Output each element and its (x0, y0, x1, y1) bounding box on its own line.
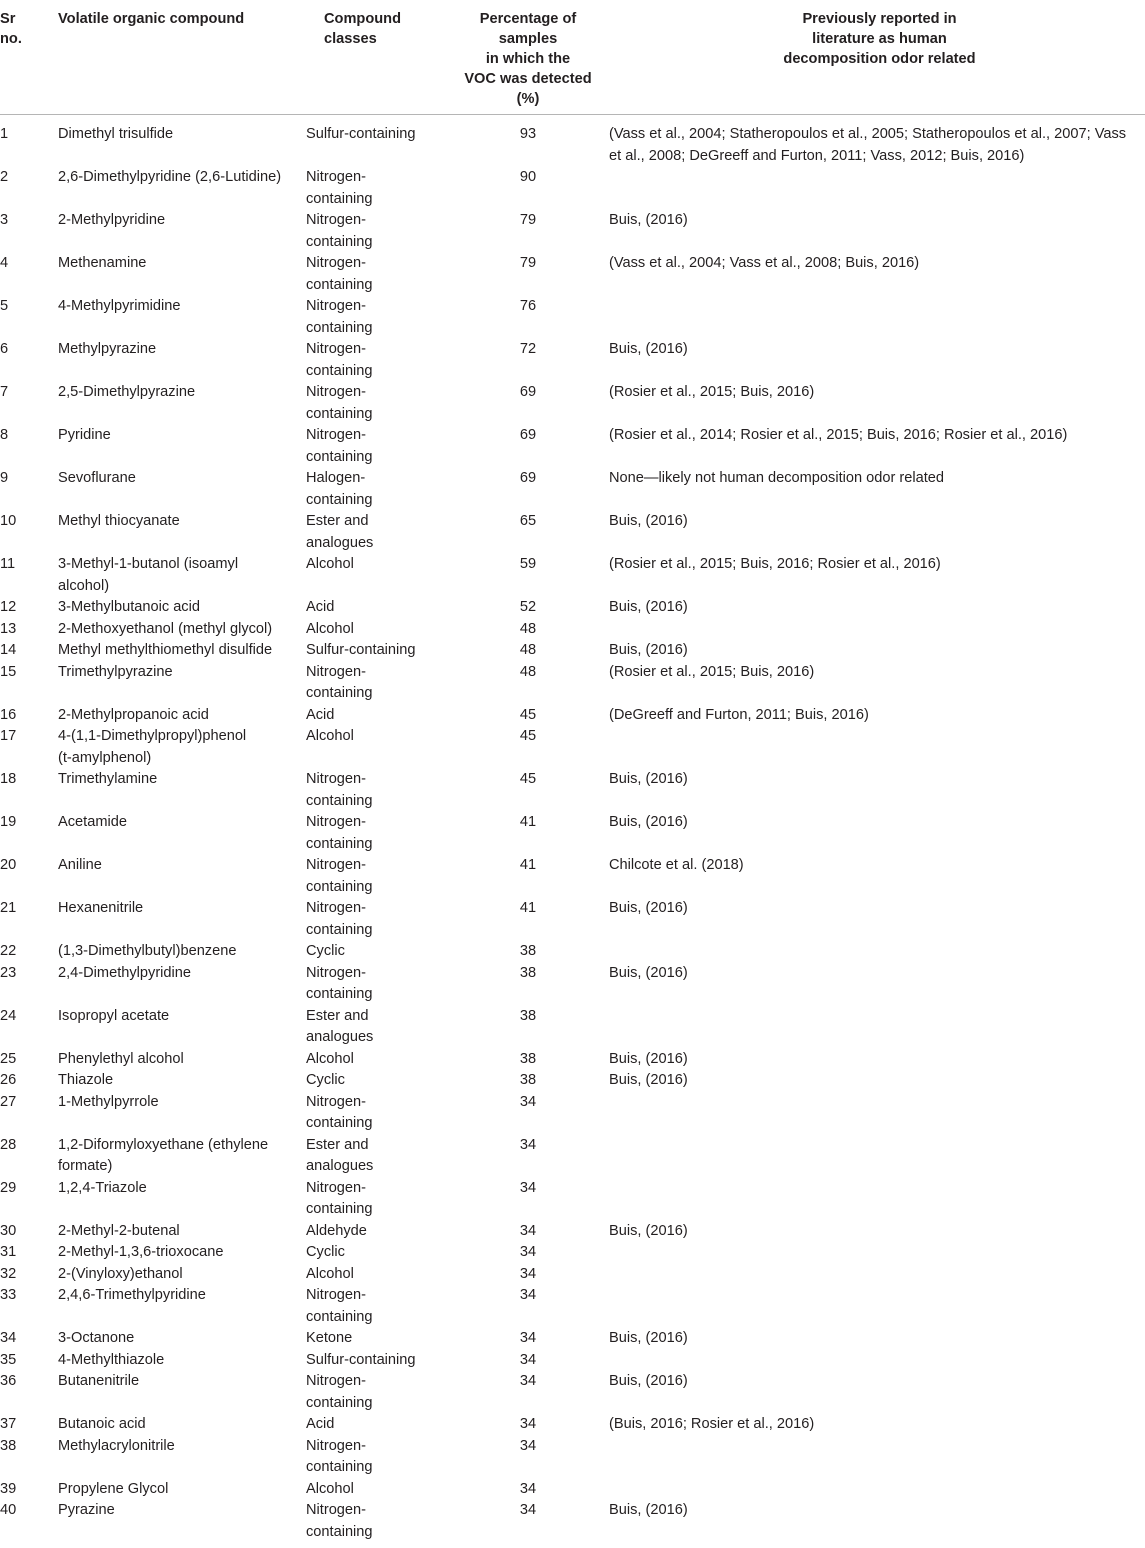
table-row (0, 941, 1145, 963)
cell-sr-no: 14 (0, 642, 17, 658)
cell-compound-class: Nitrogen- containing (306, 1373, 373, 1411)
cell-sr-no: 11 (0, 556, 16, 572)
cell-literature: Buis, (2016) (609, 814, 688, 830)
cell-voc: Isopropyl acetate (58, 1007, 170, 1024)
header-compound-classes: Compound classes (304, 0, 448, 115)
cell-percentage: 34 (519, 1222, 537, 1239)
cell-literature: Buis, (2016) (609, 1050, 688, 1067)
cell-compound-class: Nitrogen- containing (306, 169, 373, 207)
cell-literature (608, 619, 1145, 641)
cell-compound-class: Acid (306, 599, 335, 615)
cell-percentage: 59 (519, 556, 537, 572)
cell-percentage: 41 (519, 857, 537, 873)
cell-literature: (Rosier et al., 2015; Buis, 2016; Rosier et al., 2016) (609, 556, 941, 572)
cell-sr-no: 8 (0, 427, 9, 443)
cell-sr-no: 4 (0, 255, 9, 271)
cell-literature: Chilcote et al. (2018) (609, 857, 744, 873)
cell-percentage: 34 (519, 1351, 537, 1368)
cell-compound-class: Nitrogen- containing (306, 341, 373, 379)
cell-sr-no: 17 (0, 728, 17, 744)
cell-voc: 2-Methyl-2-butenal (58, 1222, 180, 1239)
table-row (0, 253, 1145, 296)
cell-sr-no: 39 (0, 1480, 17, 1497)
cell-sr-no: 33 (0, 1287, 17, 1303)
cell-compound-class: Sulfur-containing (306, 1351, 416, 1368)
cell-sr-no: 9 (0, 470, 9, 486)
cell-literature: Buis, (2016) (609, 212, 688, 228)
cell-voc: 4-(1,1-Dimethylpropyl)phenol (t-amylphenol) (58, 728, 247, 766)
cell-compound-class: Alcohol (306, 620, 354, 637)
cell-voc: Pyridine (58, 427, 111, 443)
cell-percentage: 34 (519, 1244, 537, 1260)
cell-percentage: 45 (519, 771, 537, 787)
cell-compound-class: Nitrogen- containing (306, 1502, 373, 1540)
cell-percentage: 41 (519, 814, 537, 830)
cell-voc: 1,2,4-Triazole (58, 1179, 147, 1196)
cell-sr-no: 22 (0, 943, 17, 959)
header-percentage: Percentage of samples in which the VOC was detected (%) (448, 0, 608, 115)
cell-percentage: 45 (519, 706, 537, 723)
cell-literature: Buis, (2016) (609, 1222, 688, 1239)
cell-voc: Methenamine (58, 255, 147, 271)
header-literature: Previously reported in literature as human decomposition odor related (608, 0, 1145, 115)
cell-percentage: 45 (519, 728, 537, 744)
cell-voc: 4-Methylpyrimidine (58, 298, 181, 314)
table-row (0, 662, 1145, 705)
cell-voc: 3-Methyl-1-butanol (isoamyl alcohol) (58, 556, 239, 594)
cell-compound-class: Ester and analogues (306, 1007, 374, 1045)
cell-voc: Propylene Glycol (58, 1480, 169, 1497)
cell-compound-class: Nitrogen- containing (306, 771, 373, 809)
cell-voc: 4-Methylthiazole (58, 1351, 165, 1368)
cell-sr-no: 16 (0, 706, 17, 723)
cell-voc: Trimethylpyrazine (58, 663, 173, 680)
cell-percentage: 34 (519, 1265, 537, 1282)
cell-literature (608, 1242, 1145, 1264)
cell-percentage: 38 (519, 964, 537, 981)
table-row (0, 511, 1145, 554)
cell-literature (608, 296, 1145, 339)
table-row (0, 468, 1145, 511)
cell-sr-no: 32 (0, 1265, 17, 1282)
cell-percentage: 34 (519, 1330, 537, 1346)
table-row (0, 1242, 1145, 1264)
table-row (0, 769, 1145, 812)
cell-compound-class: Cyclic (306, 1072, 345, 1088)
cell-literature: (Rosier et al., 2015; Buis, 2016) (609, 384, 815, 400)
table-row (0, 296, 1145, 339)
table-row (0, 1479, 1145, 1501)
cell-voc: Butanoic acid (58, 1416, 146, 1432)
cell-voc: Acetamide (58, 814, 127, 830)
cell-sr-no: 27 (0, 1093, 17, 1110)
cell-literature: (Rosier et al., 2014; Rosier et al., 2015; Buis, 2016; Rosier et al., 2016) (609, 427, 1068, 443)
cell-voc: Methylpyrazine (58, 341, 157, 357)
cell-compound-class: Alcohol (306, 728, 354, 744)
cell-percentage: 34 (519, 1136, 537, 1153)
table-row (0, 619, 1145, 641)
cell-sr-no: 12 (0, 599, 17, 615)
cell-percentage: 41 (519, 900, 537, 916)
cell-voc: Methyl methylthiomethyl disulfide (58, 642, 273, 658)
cell-compound-class: Alcohol (306, 556, 354, 572)
cell-literature: Buis, (2016) (609, 1330, 688, 1346)
table-row (0, 425, 1145, 468)
cell-compound-class: Nitrogen- containing (306, 1437, 373, 1475)
cell-percentage: 34 (519, 1287, 537, 1303)
cell-literature: Buis, (2016) (609, 964, 688, 981)
cell-sr-no: 38 (0, 1437, 17, 1454)
cell-compound-class: Sulfur-containing (306, 642, 416, 658)
cell-literature: (DeGreeff and Furton, 2011; Buis, 2016) (609, 706, 869, 723)
cell-percentage: 38 (519, 1072, 537, 1088)
cell-voc: Butanenitrile (58, 1373, 140, 1389)
cell-compound-class: Alcohol (306, 1480, 354, 1497)
cell-voc: Methyl thiocyanate (58, 513, 180, 529)
cell-literature (608, 941, 1145, 963)
cell-sr-no: 10 (0, 513, 17, 529)
cell-literature: Buis, (2016) (609, 900, 688, 916)
table-row (0, 812, 1145, 855)
cell-voc: 2-Methyl-1,3,6-trioxocane (58, 1244, 224, 1260)
cell-literature (608, 1006, 1145, 1049)
cell-percentage: 48 (519, 620, 537, 637)
cell-literature (608, 1350, 1145, 1372)
cell-literature (608, 1436, 1145, 1479)
cell-voc: 2-Methylpropanoic acid (58, 706, 209, 723)
table-row (0, 1178, 1145, 1221)
cell-compound-class: Cyclic (306, 1244, 345, 1260)
table-body (0, 115, 1145, 1544)
cell-literature (608, 167, 1145, 210)
cell-sr-no: 13 (0, 620, 17, 637)
table-row (0, 640, 1145, 662)
cell-voc: Dimethyl trisulfide (58, 126, 174, 142)
cell-literature: Buis, (2016) (609, 1072, 688, 1088)
cell-sr-no: 36 (0, 1373, 17, 1389)
cell-literature (608, 1178, 1145, 1221)
table-row (0, 1092, 1145, 1135)
cell-literature: Buis, (2016) (609, 642, 688, 658)
cell-percentage: 69 (519, 427, 537, 443)
cell-sr-no: 26 (0, 1072, 17, 1088)
cell-literature: Buis, (2016) (609, 1373, 688, 1389)
cell-sr-no: 35 (0, 1351, 17, 1368)
table-row (0, 1070, 1145, 1092)
table-row (0, 115, 1145, 168)
cell-compound-class: Alcohol (306, 1050, 354, 1067)
cell-percentage: 38 (519, 943, 537, 959)
cell-literature (608, 1135, 1145, 1178)
cell-sr-no: 18 (0, 771, 17, 787)
table-row (0, 1371, 1145, 1414)
cell-voc: 3-Octanone (58, 1330, 135, 1346)
cell-compound-class: Ester and analogues (306, 513, 374, 551)
cell-voc: Hexanenitrile (58, 900, 144, 916)
cell-voc: 2,4,6-Trimethylpyridine (58, 1287, 206, 1303)
cell-literature: Buis, (2016) (609, 341, 688, 357)
cell-percentage: 34 (519, 1437, 537, 1454)
cell-compound-class: Acid (306, 706, 335, 723)
cell-compound-class: Cyclic (306, 943, 345, 959)
cell-literature (608, 1285, 1145, 1328)
table-row (0, 1285, 1145, 1328)
cell-sr-no: 6 (0, 341, 9, 357)
cell-percentage: 34 (519, 1179, 537, 1196)
cell-compound-class: Alcohol (306, 1265, 354, 1282)
cell-compound-class: Acid (306, 1416, 335, 1432)
cell-voc: 2-(Vinyloxy)ethanol (58, 1265, 183, 1282)
cell-voc: 2-Methoxyethanol (methyl glycol) (58, 620, 273, 637)
cell-percentage: 76 (519, 298, 537, 314)
table-row (0, 726, 1145, 769)
cell-voc: 2,6-Dimethylpyridine (2,6-Lutidine) (58, 169, 282, 185)
cell-voc: 2,5-Dimethylpyrazine (58, 384, 196, 400)
cell-sr-no: 1 (0, 126, 9, 142)
table-row (0, 898, 1145, 941)
cell-voc: 2,4-Dimethylpyridine (58, 964, 192, 981)
cell-literature (608, 1479, 1145, 1501)
table-row (0, 382, 1145, 425)
table-row (0, 1500, 1145, 1543)
table-row (0, 963, 1145, 1006)
cell-percentage: 69 (519, 384, 537, 400)
cell-compound-class: Nitrogen- containing (306, 857, 373, 895)
cell-sr-no: 20 (0, 857, 17, 873)
cell-compound-class: Ketone (306, 1330, 353, 1346)
cell-compound-class: Nitrogen- containing (306, 255, 373, 293)
cell-percentage: 38 (519, 1007, 537, 1024)
cell-percentage: 69 (519, 470, 537, 486)
cell-literature: Buis, (2016) (609, 513, 688, 529)
cell-sr-no: 28 (0, 1136, 17, 1153)
cell-voc: (1,3-Dimethylbutyl)benzene (58, 943, 237, 959)
table-row (0, 1414, 1145, 1436)
cell-literature: Buis, (2016) (609, 771, 688, 787)
cell-compound-class: Nitrogen- containing (306, 900, 373, 938)
table-row (0, 705, 1145, 727)
cell-sr-no: 31 (0, 1244, 17, 1260)
table-row (0, 554, 1145, 597)
cell-sr-no: 21 (0, 900, 17, 916)
table-row (0, 1264, 1145, 1286)
cell-percentage: 34 (519, 1416, 537, 1432)
cell-compound-class: Nitrogen- containing (306, 964, 373, 1002)
cell-sr-no: 19 (0, 814, 17, 830)
cell-literature: (Buis, 2016; Rosier et al., 2016) (609, 1416, 815, 1432)
table-row (0, 339, 1145, 382)
cell-percentage: 79 (519, 212, 537, 228)
cell-percentage: 34 (519, 1502, 537, 1518)
cell-percentage: 93 (519, 126, 537, 142)
cell-sr-no: 29 (0, 1179, 17, 1196)
cell-compound-class: Nitrogen- containing (306, 814, 373, 852)
cell-percentage: 48 (519, 642, 537, 658)
cell-voc: Thiazole (58, 1072, 114, 1088)
cell-literature: (Rosier et al., 2015; Buis, 2016) (609, 663, 815, 680)
table-row (0, 167, 1145, 210)
cell-sr-no: 37 (0, 1416, 17, 1432)
cell-percentage: 48 (519, 663, 537, 680)
cell-voc: 1,2-Diformyloxyethane (ethylene formate) (58, 1136, 269, 1174)
table-row (0, 1135, 1145, 1178)
cell-voc: Methylacrylonitrile (58, 1437, 175, 1454)
cell-percentage: 72 (519, 341, 537, 357)
cell-sr-no: 3 (0, 212, 9, 228)
cell-sr-no: 30 (0, 1222, 17, 1239)
table-row (0, 1350, 1145, 1372)
cell-percentage: 34 (519, 1373, 537, 1389)
header-sr-no: Sr no. (0, 0, 55, 115)
header-voc: Volatile organic compound (55, 0, 304, 115)
cell-compound-class: Nitrogen- containing (306, 1093, 373, 1131)
cell-compound-class: Aldehyde (306, 1222, 367, 1239)
cell-sr-no: 7 (0, 384, 9, 400)
cell-percentage: 34 (519, 1093, 537, 1110)
cell-compound-class: Nitrogen- containing (306, 384, 373, 422)
cell-voc: 3-Methylbutanoic acid (58, 599, 200, 615)
cell-compound-class: Ester and analogues (306, 1136, 374, 1174)
cell-voc: Pyrazine (58, 1502, 115, 1518)
cell-compound-class: Sulfur-containing (306, 126, 416, 142)
cell-literature: (Vass et al., 2004; Statheropoulos et al., 2005; Statheropoulos et al., 2007; Vass et al., 2008; DeGreeff and Furton, 2011; Vass, 2012; Buis, 2016) (609, 126, 1127, 164)
cell-sr-no: 34 (0, 1330, 17, 1346)
cell-voc: 1-Methylpyrrole (58, 1093, 159, 1110)
table-row (0, 1328, 1145, 1350)
cell-literature: (Vass et al., 2004; Vass et al., 2008; Buis, 2016) (609, 255, 920, 271)
table-row (0, 1006, 1145, 1049)
cell-sr-no: 2 (0, 169, 9, 185)
cell-compound-class: Nitrogen- containing (306, 1179, 373, 1217)
cell-compound-class: Nitrogen- containing (306, 427, 373, 465)
table-header (0, 0, 1145, 115)
cell-sr-no: 24 (0, 1007, 17, 1024)
cell-compound-class: Nitrogen- containing (306, 663, 373, 701)
table-row (0, 210, 1145, 253)
cell-literature: None—likely not human decomposition odor related (609, 470, 945, 486)
cell-compound-class: Nitrogen- containing (306, 1287, 373, 1325)
cell-percentage: 52 (519, 599, 537, 615)
cell-sr-no: 23 (0, 964, 17, 981)
cell-sr-no: 15 (0, 663, 17, 680)
table-row (0, 855, 1145, 898)
cell-voc: Phenylethyl alcohol (58, 1050, 184, 1067)
cell-sr-no: 5 (0, 298, 9, 314)
cell-literature (608, 1264, 1145, 1286)
cell-percentage: 90 (519, 169, 537, 185)
cell-percentage: 34 (519, 1480, 537, 1497)
cell-compound-class: Nitrogen- containing (306, 212, 373, 250)
cell-compound-class: Halogen- containing (306, 470, 373, 508)
cell-voc: 2-Methylpyridine (58, 212, 166, 228)
table-row (0, 1221, 1145, 1243)
table-row (0, 1436, 1145, 1479)
cell-compound-class: Nitrogen- containing (306, 298, 373, 336)
cell-literature: Buis, (2016) (609, 599, 688, 615)
cell-voc: Sevoflurane (58, 470, 136, 486)
cell-sr-no: 25 (0, 1050, 17, 1067)
cell-percentage: 38 (519, 1050, 537, 1067)
table-row (0, 1049, 1145, 1071)
cell-voc: Aniline (58, 857, 102, 873)
cell-percentage: 79 (519, 255, 537, 271)
cell-percentage: 65 (519, 513, 537, 529)
cell-literature (608, 726, 1145, 769)
cell-literature (608, 1092, 1145, 1135)
table-row (0, 597, 1145, 619)
cell-voc: Trimethylamine (58, 771, 158, 787)
cell-sr-no: 40 (0, 1502, 17, 1518)
cell-literature: Buis, (2016) (609, 1502, 688, 1518)
